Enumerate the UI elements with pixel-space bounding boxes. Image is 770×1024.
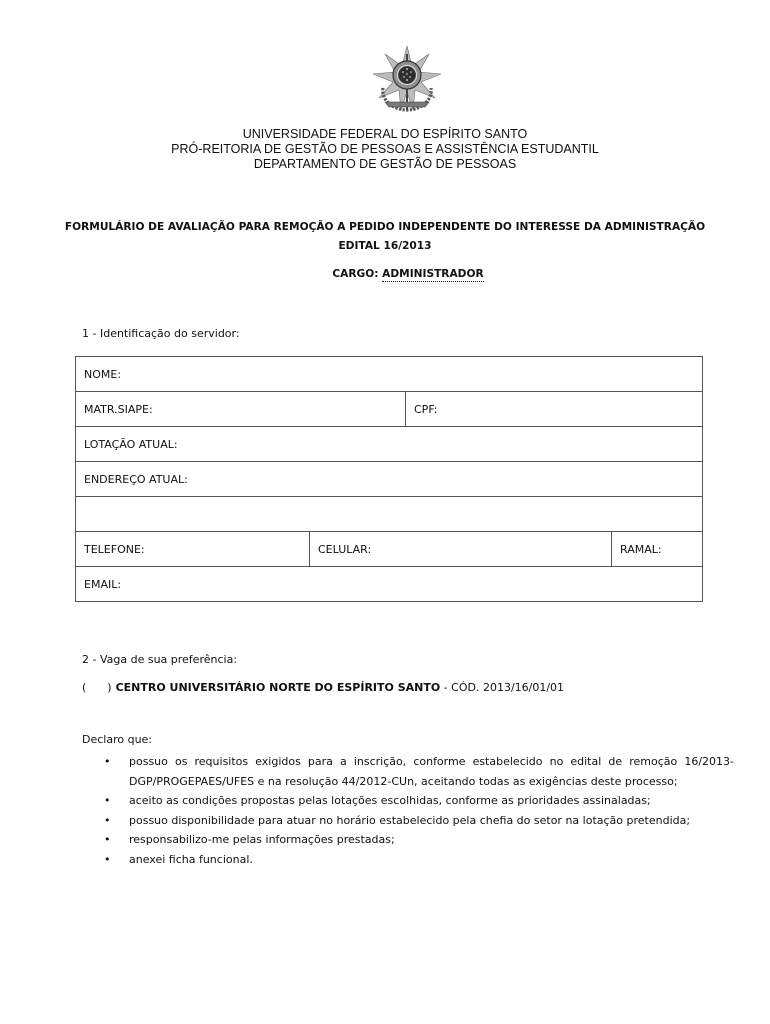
vaga-code: - CÓD. 2013/16/01/01 <box>440 681 565 694</box>
brazil-coat-of-arms-icon <box>371 44 443 116</box>
nome-label: NOME: <box>84 367 122 381</box>
declaration-text: responsabilizo-me pelas informações prestadas; <box>129 833 395 846</box>
email-label: EMAIL: <box>84 577 122 591</box>
celular-label: CELULAR: <box>318 542 372 556</box>
declaration-item <box>82 830 734 850</box>
bullet-icon: • <box>104 755 111 768</box>
declaration-text: aceito as condições propostas pelas lotações escolhidas, conforme as prioridades assinaladas; <box>129 794 651 807</box>
bullet-icon: • <box>104 852 111 866</box>
section-2-label: 2 - Vaga de sua preferência: <box>82 653 238 666</box>
declaration-text: possuo os requisitos exigidos para a inscrição, conforme estabelecido no edital de remoção 16/2013-DGP/PROGEPAES/UFES e na resolução 44/2012-CUn, aceitando todas as exigências deste processo; <box>129 755 734 788</box>
cargo-label: CARGO: <box>332 268 379 280</box>
bullet-icon: • <box>104 833 111 846</box>
cargo-value: ADMINISTRADOR <box>382 268 484 280</box>
header-pro-reitoria: PRÓ-REITORIA DE GESTÃO DE PESSOAS E ASSISTÊNCIA ESTUDANTIL <box>171 142 599 156</box>
declaration-intro: Declaro que: <box>82 733 153 746</box>
header-university: UNIVERSIDADE FEDERAL DO ESPÍRITO SANTO <box>242 127 528 141</box>
cpf-field[interactable] <box>406 392 703 427</box>
cpf-label: CPF: <box>414 402 438 416</box>
lotacao-label: LOTAÇÃO ATUAL: <box>84 437 178 451</box>
declaration-item <box>82 791 734 811</box>
bullet-icon: • <box>104 794 111 807</box>
ramal-label: RAMAL: <box>620 542 662 556</box>
institution-header <box>0 127 770 172</box>
endereco-field[interactable] <box>76 462 703 497</box>
vaga-name: CENTRO UNIVERSITÁRIO NORTE DO ESPÍRITO SANTO <box>115 681 441 694</box>
form-title-block <box>0 218 770 256</box>
vaga-checkbox[interactable]: ( ) <box>82 681 112 694</box>
lotacao-field[interactable] <box>76 427 703 462</box>
email-field[interactable] <box>76 567 703 602</box>
endereco-label: ENDEREÇO ATUAL: <box>84 472 188 486</box>
vaga-option <box>82 681 564 694</box>
declaration-list <box>82 752 734 869</box>
declaration-item <box>82 752 734 791</box>
form-title: FORMULÁRIO DE AVALIAÇÃO PARA REMOÇÃO A PEDIDO INDEPENDENTE DO INTERESSE DA ADMINISTRAÇÃO <box>64 221 706 233</box>
declaration-text: anexei ficha funcional. <box>129 852 253 866</box>
matr-siape-label: MATR.SIAPE: <box>84 402 153 416</box>
declaration-item <box>82 850 734 870</box>
ramal-field[interactable] <box>612 532 703 567</box>
celular-field[interactable] <box>310 532 612 567</box>
edital-number: EDITAL 16/2013 <box>338 240 432 252</box>
telefone-label: TELEFONE: <box>84 542 145 556</box>
nome-field[interactable] <box>76 357 703 392</box>
matr-siape-field[interactable] <box>76 392 406 427</box>
header-department: DEPARTAMENTO DE GESTÃO DE PESSOAS <box>253 157 517 171</box>
declaration-text: possuo disponibilidade para atuar no horário estabelecido pela chefia do setor na lotação pretendida; <box>129 813 691 827</box>
bullet-icon: • <box>104 813 111 827</box>
cargo-line <box>0 268 770 280</box>
section-1-label: 1 - Identificação do servidor: <box>82 327 240 340</box>
endereco-continuation-field[interactable] <box>76 497 703 532</box>
identification-table <box>75 356 703 602</box>
telefone-field[interactable] <box>76 532 310 567</box>
declaration-item <box>82 811 734 831</box>
